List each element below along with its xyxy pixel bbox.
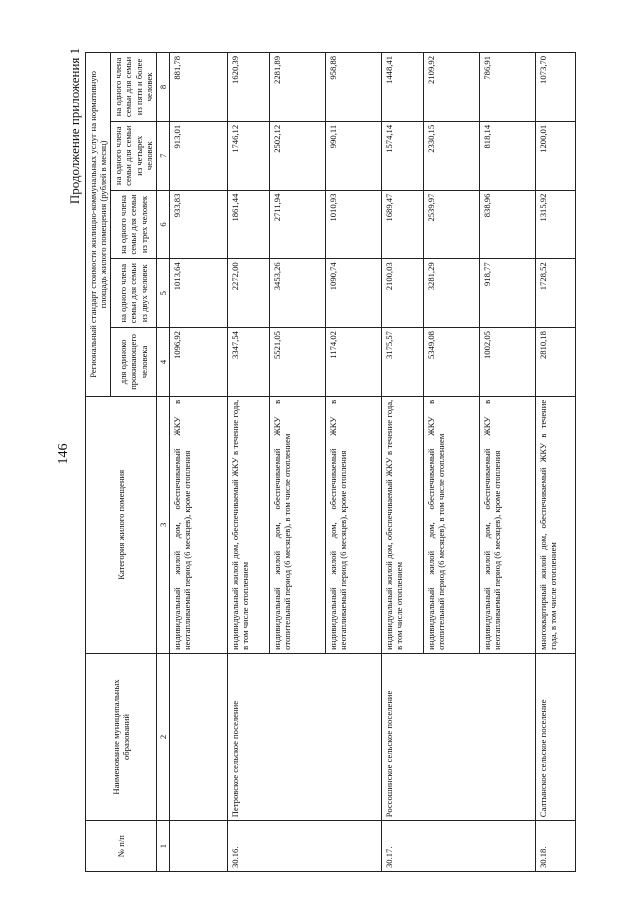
col-number: 5 bbox=[156, 259, 169, 328]
value-cell: 2281,89 bbox=[269, 53, 325, 122]
row-number bbox=[423, 821, 479, 872]
value-cell: 958,88 bbox=[325, 53, 381, 122]
header-sub-4: на одного члена семьи для семьи из четырех человек bbox=[111, 121, 157, 190]
col-number: 7 bbox=[156, 121, 169, 190]
value-cell: 818,14 bbox=[479, 121, 535, 190]
table-row bbox=[325, 53, 381, 872]
value-cell: 1620,39 bbox=[227, 53, 269, 122]
value-cell: 838,96 bbox=[479, 190, 535, 259]
value-cell: 918,77 bbox=[479, 259, 535, 328]
value-cell: 1174,02 bbox=[325, 328, 381, 397]
value-cell: 1010,93 bbox=[325, 190, 381, 259]
value-cell: 1200,01 bbox=[535, 121, 575, 190]
category-cell: многоквартирный жилой дом, обеспечиваемый ЖКУ в течение года, в том числе отоплением bbox=[535, 396, 575, 653]
row-number bbox=[169, 821, 227, 872]
municipality-name bbox=[479, 653, 535, 820]
table-container bbox=[85, 52, 595, 872]
value-cell: 2109,92 bbox=[423, 53, 479, 122]
value-cell: 881,78 bbox=[169, 53, 227, 122]
category-cell: индивидуальный жилой дом, обеспечиваемый ЖКУ в отопительный период (6 месяцев), в том числе отоплением bbox=[269, 396, 325, 653]
value-cell: 3347,54 bbox=[227, 328, 269, 397]
value-cell: 2810,18 bbox=[535, 328, 575, 397]
value-cell: 1728,52 bbox=[535, 259, 575, 328]
col-number: 3 bbox=[156, 396, 169, 653]
rotated-table-wrapper bbox=[85, 52, 595, 872]
value-cell: 913,01 bbox=[169, 121, 227, 190]
header-sub-3: на одного члена семьи для семьи из трех человек bbox=[111, 190, 157, 259]
row-number: 30.16. bbox=[227, 821, 269, 872]
col-number: 6 bbox=[156, 190, 169, 259]
value-cell: 1315,92 bbox=[535, 190, 575, 259]
municipality-name bbox=[325, 653, 381, 820]
table-row bbox=[169, 53, 227, 872]
table-row bbox=[381, 53, 423, 872]
cost-standard-table bbox=[85, 52, 576, 872]
value-cell: 1096,92 bbox=[169, 328, 227, 397]
municipality-name bbox=[423, 653, 479, 820]
value-cell: 5349,08 bbox=[423, 328, 479, 397]
value-cell: 1002,05 bbox=[479, 328, 535, 397]
value-cell: 2272,00 bbox=[227, 259, 269, 328]
column-number-row bbox=[156, 53, 169, 872]
category-cell: индивидуальный жилой дом, обеспечиваемый ЖКУ в неотапливаемый период (6 месяцев), кроме отопления bbox=[479, 396, 535, 653]
value-cell: 2711,94 bbox=[269, 190, 325, 259]
row-number bbox=[269, 821, 325, 872]
value-cell: 5521,05 bbox=[269, 328, 325, 397]
header-sub-5: на одного члена семьи для семьи из пяти и более человек bbox=[111, 53, 157, 122]
value-cell: 3281,29 bbox=[423, 259, 479, 328]
row-number: 30.17. bbox=[381, 821, 423, 872]
col-number: 2 bbox=[156, 653, 169, 820]
table-row bbox=[535, 53, 575, 872]
table-row bbox=[479, 53, 535, 872]
value-cell: 3453,26 bbox=[269, 259, 325, 328]
value-cell: 1073,70 bbox=[535, 53, 575, 122]
header-no: № п/п bbox=[86, 821, 157, 872]
value-cell: 990,11 bbox=[325, 121, 381, 190]
continuation-caption: Продолжение приложения 1 bbox=[67, 47, 82, 205]
table-row bbox=[269, 53, 325, 872]
category-cell: индивидуальный жилой дом, обеспечиваемый ЖКУ в течение года, в том числе отоплением bbox=[381, 396, 423, 653]
row-number: 30.18. bbox=[535, 821, 575, 872]
value-cell: 3175,57 bbox=[381, 328, 423, 397]
table-row bbox=[227, 53, 269, 872]
category-cell: индивидуальный жилой дом, обеспечиваемый ЖКУ в отопительный период (6 месяцев), в том числе отоплением bbox=[423, 396, 479, 653]
value-cell: 1689,47 bbox=[381, 190, 423, 259]
value-cell: 1090,74 bbox=[325, 259, 381, 328]
municipality-name: Петровское сельское поселение bbox=[227, 653, 269, 820]
municipality-name bbox=[269, 653, 325, 820]
col-number: 4 bbox=[156, 328, 169, 397]
value-cell: 933,83 bbox=[169, 190, 227, 259]
row-number bbox=[479, 821, 535, 872]
col-number: 1 bbox=[156, 821, 169, 872]
table-row bbox=[423, 53, 479, 872]
value-cell: 1013,64 bbox=[169, 259, 227, 328]
header-sub-1: для одиноко проживающего человека bbox=[111, 328, 157, 397]
value-cell: 2330,15 bbox=[423, 121, 479, 190]
header-category: Категория жилого помещения bbox=[86, 396, 157, 653]
municipality-name bbox=[169, 653, 227, 820]
value-cell: 2539,97 bbox=[423, 190, 479, 259]
value-cell: 1448,41 bbox=[381, 53, 423, 122]
municipality-name: Россошинское сельское поселение bbox=[381, 653, 423, 820]
value-cell: 786,91 bbox=[479, 53, 535, 122]
page-number: 146 bbox=[56, 443, 71, 465]
row-number bbox=[325, 821, 381, 872]
value-cell: 2502,12 bbox=[269, 121, 325, 190]
value-cell: 2100,03 bbox=[381, 259, 423, 328]
header-standard: Региональный стандарт стоимости жилищно-коммунальных услуг на нормативную площадь жилого помещения (рублей в месяц) bbox=[86, 53, 111, 397]
value-cell: 1574,14 bbox=[381, 121, 423, 190]
header-municipality: Наименование муниципальных образований bbox=[86, 653, 157, 820]
category-cell: индивидуальный жилой дом, обеспечиваемый ЖКУ в неотапливаемый период (6 месяцев), кроме отопления bbox=[169, 396, 227, 653]
header-sub-2: на одного члена семьи для семьи из двух человек bbox=[111, 259, 157, 328]
value-cell: 1746,12 bbox=[227, 121, 269, 190]
category-cell: индивидуальный жилой дом, обеспечиваемый ЖКУ в неотапливаемый период (6 месяцев), кроме отопления bbox=[325, 396, 381, 653]
value-cell: 1861,44 bbox=[227, 190, 269, 259]
municipality-name: Салтынское сельское поселение bbox=[535, 653, 575, 820]
header-row-1 bbox=[86, 53, 111, 872]
category-cell: индивидуальный жилой дом, обеспечиваемый ЖКУ в течение года, в том числе отоплением bbox=[227, 396, 269, 653]
col-number: 8 bbox=[156, 53, 169, 122]
